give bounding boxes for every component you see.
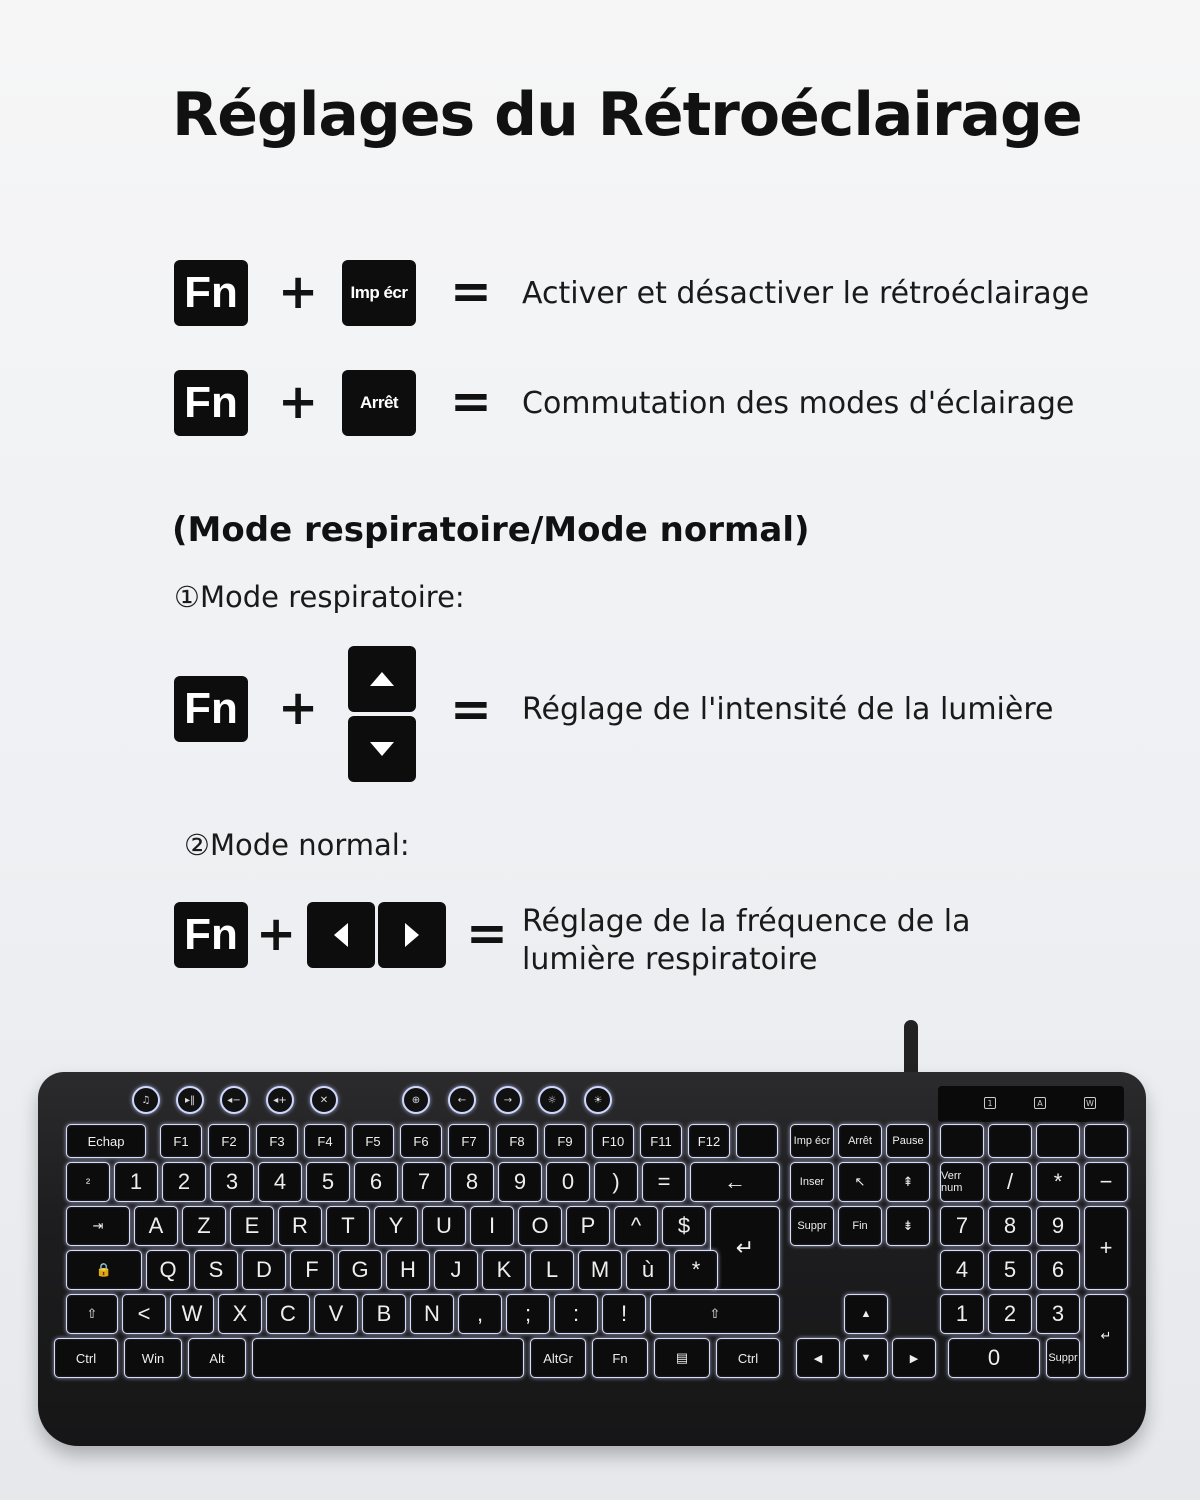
arrow-left-key: [307, 902, 375, 968]
key-imp-ecr: Imp écr: [790, 1124, 834, 1158]
key-q: Q: [146, 1250, 190, 1290]
key-search: [988, 1124, 1032, 1158]
key-a: A: [134, 1206, 178, 1246]
arrow-up-key: [348, 646, 416, 712]
key-x: X: [218, 1294, 262, 1334]
key-backspace: ←: [690, 1162, 780, 1202]
key-altgr: AltGr: [530, 1338, 586, 1378]
fn-key: Fn: [174, 260, 248, 326]
key-z: Z: [182, 1206, 226, 1246]
key-b: B: [362, 1294, 406, 1334]
key-u: U: [422, 1206, 466, 1246]
light-down-icon: ☼: [538, 1086, 566, 1114]
key-less-than: <: [122, 1294, 166, 1334]
page-title: Réglages du Rétroéclairage: [172, 80, 1082, 150]
arret-key: Arrêt: [342, 370, 416, 436]
keyboard-illustration: [38, 1072, 1146, 1446]
key-plus: +: [1084, 1206, 1128, 1290]
key-h: H: [386, 1250, 430, 1290]
key-asterisk: *: [674, 1250, 718, 1290]
key-f9: F9: [544, 1124, 586, 1158]
key-semicolon: ;: [506, 1294, 550, 1334]
shortcut-row-frequency: [0, 902, 1200, 982]
modes-subtitle: (Mode respiratoire/Mode normal): [172, 510, 810, 550]
key-c: C: [266, 1294, 310, 1334]
volume-down-icon: ◂−: [220, 1086, 248, 1114]
arrow-right-icon: [405, 923, 419, 947]
key-5: 5: [306, 1162, 350, 1202]
key-num2: 2: [988, 1294, 1032, 1334]
key-e: E: [230, 1206, 274, 1246]
key-win: Win: [124, 1338, 182, 1378]
key-o: O: [518, 1206, 562, 1246]
shortcut-row-backlight-toggle: [0, 260, 1200, 340]
key-home: ↖: [838, 1162, 882, 1202]
key-caret: ^: [614, 1206, 658, 1246]
arrow-right-key: [378, 902, 446, 968]
equals-sign: =: [450, 680, 492, 738]
equals-sign: =: [450, 262, 492, 320]
fn-key: Fn: [174, 902, 248, 968]
key-num8: 8: [988, 1206, 1032, 1246]
key-num7: 7: [940, 1206, 984, 1246]
key-f12: F12: [688, 1124, 730, 1158]
shortcut-row-intensity: [0, 644, 1200, 784]
key-suppr: Suppr: [790, 1206, 834, 1246]
key-divide: /: [988, 1162, 1032, 1202]
arrow-up-icon: [370, 672, 394, 686]
volume-up-icon: ◂+: [266, 1086, 294, 1114]
key-arret: Arrêt: [838, 1124, 882, 1158]
arrow-left-icon: [334, 923, 348, 947]
key-k: K: [482, 1250, 526, 1290]
key-num1: 1: [940, 1294, 984, 1334]
mode2-label: ②Mode normal:: [184, 828, 410, 862]
key-context-menu: ▤: [654, 1338, 710, 1378]
key-arrow-left: ◀: [796, 1338, 840, 1378]
key-f6: F6: [400, 1124, 442, 1158]
key-arrow-down: ▼: [844, 1338, 888, 1378]
key-n: N: [410, 1294, 454, 1334]
shortcut-row-mode-switch: [0, 370, 1200, 450]
key-2: 2: [162, 1162, 206, 1202]
key-enter: ↵: [710, 1206, 780, 1290]
key-f8: F8: [496, 1124, 538, 1158]
mute-icon: ✕: [310, 1086, 338, 1114]
key-f3: F3: [256, 1124, 298, 1158]
key-num9: 9: [1036, 1206, 1080, 1246]
plus-sign: +: [278, 374, 319, 430]
key-arrow-right: ▶: [892, 1338, 936, 1378]
key-num-enter: ↵: [1084, 1294, 1128, 1378]
key-ctrl-left: Ctrl: [54, 1338, 118, 1378]
plus-sign: +: [278, 680, 319, 736]
imp-ecr-key: Imp écr: [342, 260, 416, 326]
winlock-indicator-icon: W: [1084, 1097, 1096, 1109]
key-num5: 5: [988, 1250, 1032, 1290]
key-num0: 0: [948, 1338, 1040, 1378]
key-menu: [736, 1124, 778, 1158]
key-colon: :: [554, 1294, 598, 1334]
key-f4: F4: [304, 1124, 346, 1158]
key-space: [252, 1338, 524, 1378]
key-num-suppr: Suppr: [1046, 1338, 1080, 1378]
plus-sign: +: [278, 264, 319, 320]
light-up-icon: ☀: [584, 1086, 612, 1114]
key-num4: 4: [940, 1250, 984, 1290]
key-multiply: *: [1036, 1162, 1080, 1202]
key-8: 8: [450, 1162, 494, 1202]
key-f1: F1: [160, 1124, 202, 1158]
key-num3: 3: [1036, 1294, 1080, 1334]
key-r: R: [278, 1206, 322, 1246]
key-pause: Pause: [886, 1124, 930, 1158]
key-j: J: [434, 1250, 478, 1290]
key-f11: F11: [640, 1124, 682, 1158]
key-9: 9: [498, 1162, 542, 1202]
key-4: 4: [258, 1162, 302, 1202]
key-refresh: [1036, 1124, 1080, 1158]
shortcut-description: Réglage de l'intensité de la lumière: [522, 692, 1054, 727]
key-p: P: [566, 1206, 610, 1246]
key-inser: Inser: [790, 1162, 834, 1202]
music-icon: ♫: [132, 1086, 160, 1114]
key-f: F: [290, 1250, 334, 1290]
key-comma: ,: [458, 1294, 502, 1334]
shortcut-description-line2: lumière respiratoire: [522, 942, 818, 977]
key-tab: ⇥: [66, 1206, 130, 1246]
key-fn: Fn: [592, 1338, 648, 1378]
key-i: I: [470, 1206, 514, 1246]
key-v: V: [314, 1294, 358, 1334]
back-icon: ←: [448, 1086, 476, 1114]
key-pgdn: ⇟: [886, 1206, 930, 1246]
key-d: D: [242, 1250, 286, 1290]
key-f10: F10: [592, 1124, 634, 1158]
fn-key: Fn: [174, 676, 248, 742]
arrow-down-icon: [370, 742, 394, 756]
indicator-panel: [938, 1086, 1124, 1122]
key-s: S: [194, 1250, 238, 1290]
key-fin: Fin: [838, 1206, 882, 1246]
equals-sign: =: [450, 372, 492, 430]
key-paren: ): [594, 1162, 638, 1202]
key-f5: F5: [352, 1124, 394, 1158]
mode1-label: ①Mode respiratoire:: [174, 580, 465, 614]
play-pause-icon: ▸‖: [176, 1086, 204, 1114]
key-shift-left: ⇧: [66, 1294, 118, 1334]
browser-icon: ⊕: [402, 1086, 430, 1114]
key-desktop: [940, 1124, 984, 1158]
key-square: ²: [66, 1162, 110, 1202]
key-ctrl-right: Ctrl: [716, 1338, 780, 1378]
key-verr-num: Verr num: [940, 1162, 984, 1202]
key-7: 7: [402, 1162, 446, 1202]
key-g: G: [338, 1250, 382, 1290]
fn-key: Fn: [174, 370, 248, 436]
shortcut-description: Activer et désactiver le rétroéclairage: [522, 276, 1090, 311]
key-alt: Alt: [188, 1338, 246, 1378]
forward-icon: →: [494, 1086, 522, 1114]
key-equal: =: [642, 1162, 686, 1202]
key-shift-right: ⇧: [650, 1294, 780, 1334]
key-u-grave: ù: [626, 1250, 670, 1290]
key-0: 0: [546, 1162, 590, 1202]
key-echap: Echap: [66, 1124, 146, 1158]
shortcut-description: Commutation des modes d'éclairage: [522, 386, 1075, 421]
key-l: L: [530, 1250, 574, 1290]
plus-sign: +: [256, 906, 297, 962]
numlock-indicator-icon: 1: [984, 1097, 996, 1109]
key-minus: −: [1084, 1162, 1128, 1202]
key-w: W: [170, 1294, 214, 1334]
key-t: T: [326, 1206, 370, 1246]
arrow-down-key: [348, 716, 416, 782]
key-arrow-up: ▲: [844, 1294, 888, 1334]
key-sleep: [1084, 1124, 1128, 1158]
key-exclamation: !: [602, 1294, 646, 1334]
capslock-indicator-icon: A: [1034, 1097, 1046, 1109]
key-pgup: ⇞: [886, 1162, 930, 1202]
key-num6: 6: [1036, 1250, 1080, 1290]
key-m: M: [578, 1250, 622, 1290]
key-6: 6: [354, 1162, 398, 1202]
equals-sign: =: [466, 904, 508, 962]
key-f7: F7: [448, 1124, 490, 1158]
key-3: 3: [210, 1162, 254, 1202]
key-dollar: $: [662, 1206, 706, 1246]
key-f2: F2: [208, 1124, 250, 1158]
key-capslock: 🔒: [66, 1250, 142, 1290]
key-1: 1: [114, 1162, 158, 1202]
key-y: Y: [374, 1206, 418, 1246]
shortcut-description-line1: Réglage de la fréquence de la: [522, 904, 971, 939]
